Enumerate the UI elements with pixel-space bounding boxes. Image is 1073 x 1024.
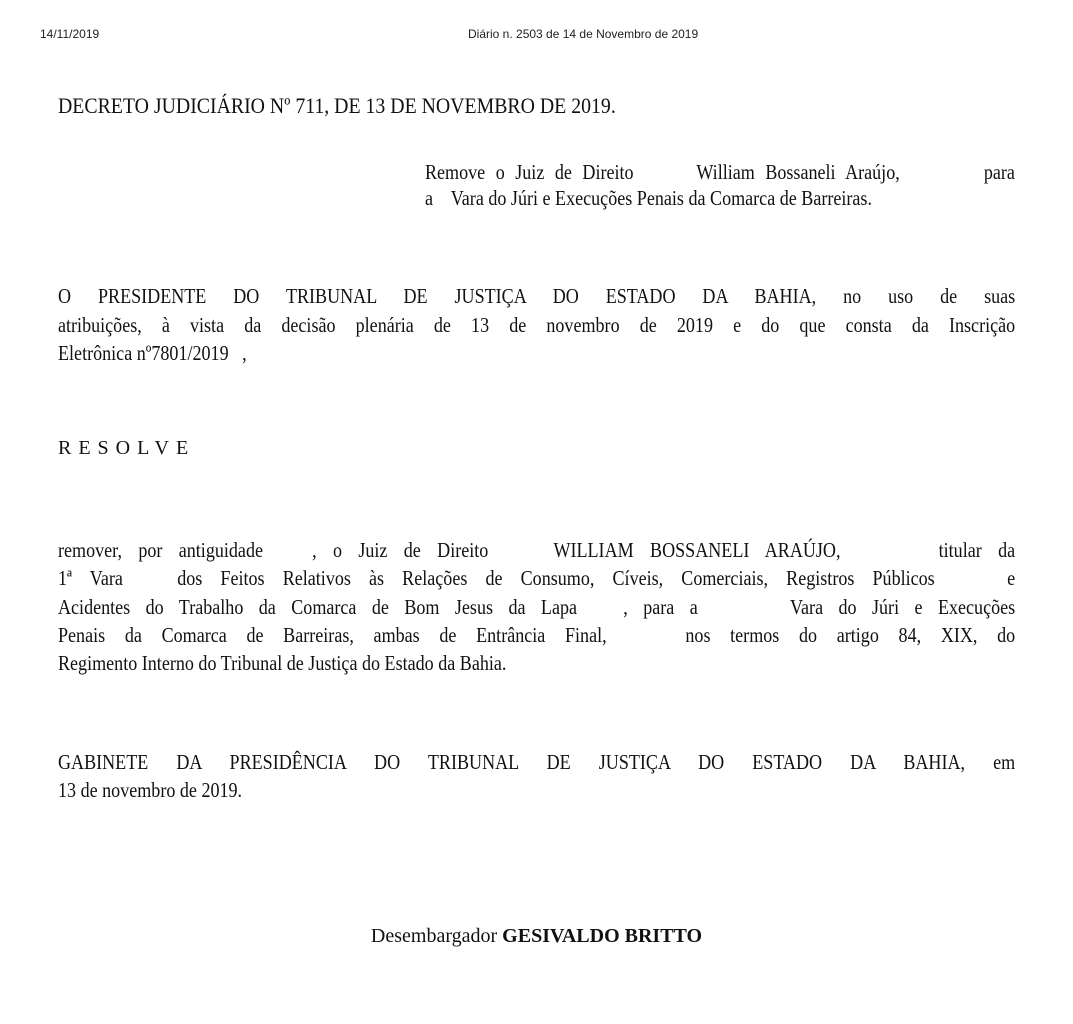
body-line: 1ª Vara dos Feitos Relativos às Relações de Consumo, Cíveis, Comerciais, Registros Públicos e [58,566,1016,590]
summary-line: a Vara do Júri e Execuções Penais da Comarca de Barreiras. [425,186,872,210]
resolve-heading: RESOLVE [58,437,196,459]
header-journal: Diário n. 2503 de 14 de Novembro de 2019 [468,27,699,41]
body-line: Acidentes do Trabalho da Comarca de Bom Jesus da Lapa , para a Vara do Júri e Execuções [58,595,1016,619]
preamble-line: atribuições, à vista da decisão plenária de 13 de novembro de 2019 e do que consta da Inscrição [58,313,1016,337]
body-line: Regimento Interno do Tribunal de Justiça do Estado da Bahia. [58,651,507,675]
summary-line: Remove o Juiz de Direito William Bossaneli Araújo, para [425,160,1015,184]
header-date: 14/11/2019 [40,27,100,41]
body-line: Penais da Comarca de Barreiras, ambas de Entrância Final, nos termos do artigo 84, XIX, do [58,623,1016,647]
signature-name: GESIVALDO BRITTO [502,925,703,947]
signature-role: Desembargador [370,925,498,947]
closing-line: 13 de novembro de 2019. [58,778,243,802]
closing-line: GABINETE DA PRESIDÊNCIA DO TRIBUNAL DE JUSTIÇA DO ESTADO DA BAHIA, em [58,750,1016,774]
preamble-line: O PRESIDENTE DO TRIBUNAL DE JUSTIÇA DO ESTADO DA BAHIA, no uso de suas [58,284,1016,308]
body-line: remover, por antiguidade , o Juiz de Direito WILLIAM BOSSANELI ARAÚJO, titular da [58,538,1016,562]
preamble-line: Eletrônica nº7801/2019 , [58,341,247,365]
decree-title: DECRETO JUDICIÁRIO Nº 711, DE 13 DE NOVEMBRO DE 2019. [58,93,616,118]
signature [0,925,1073,948]
